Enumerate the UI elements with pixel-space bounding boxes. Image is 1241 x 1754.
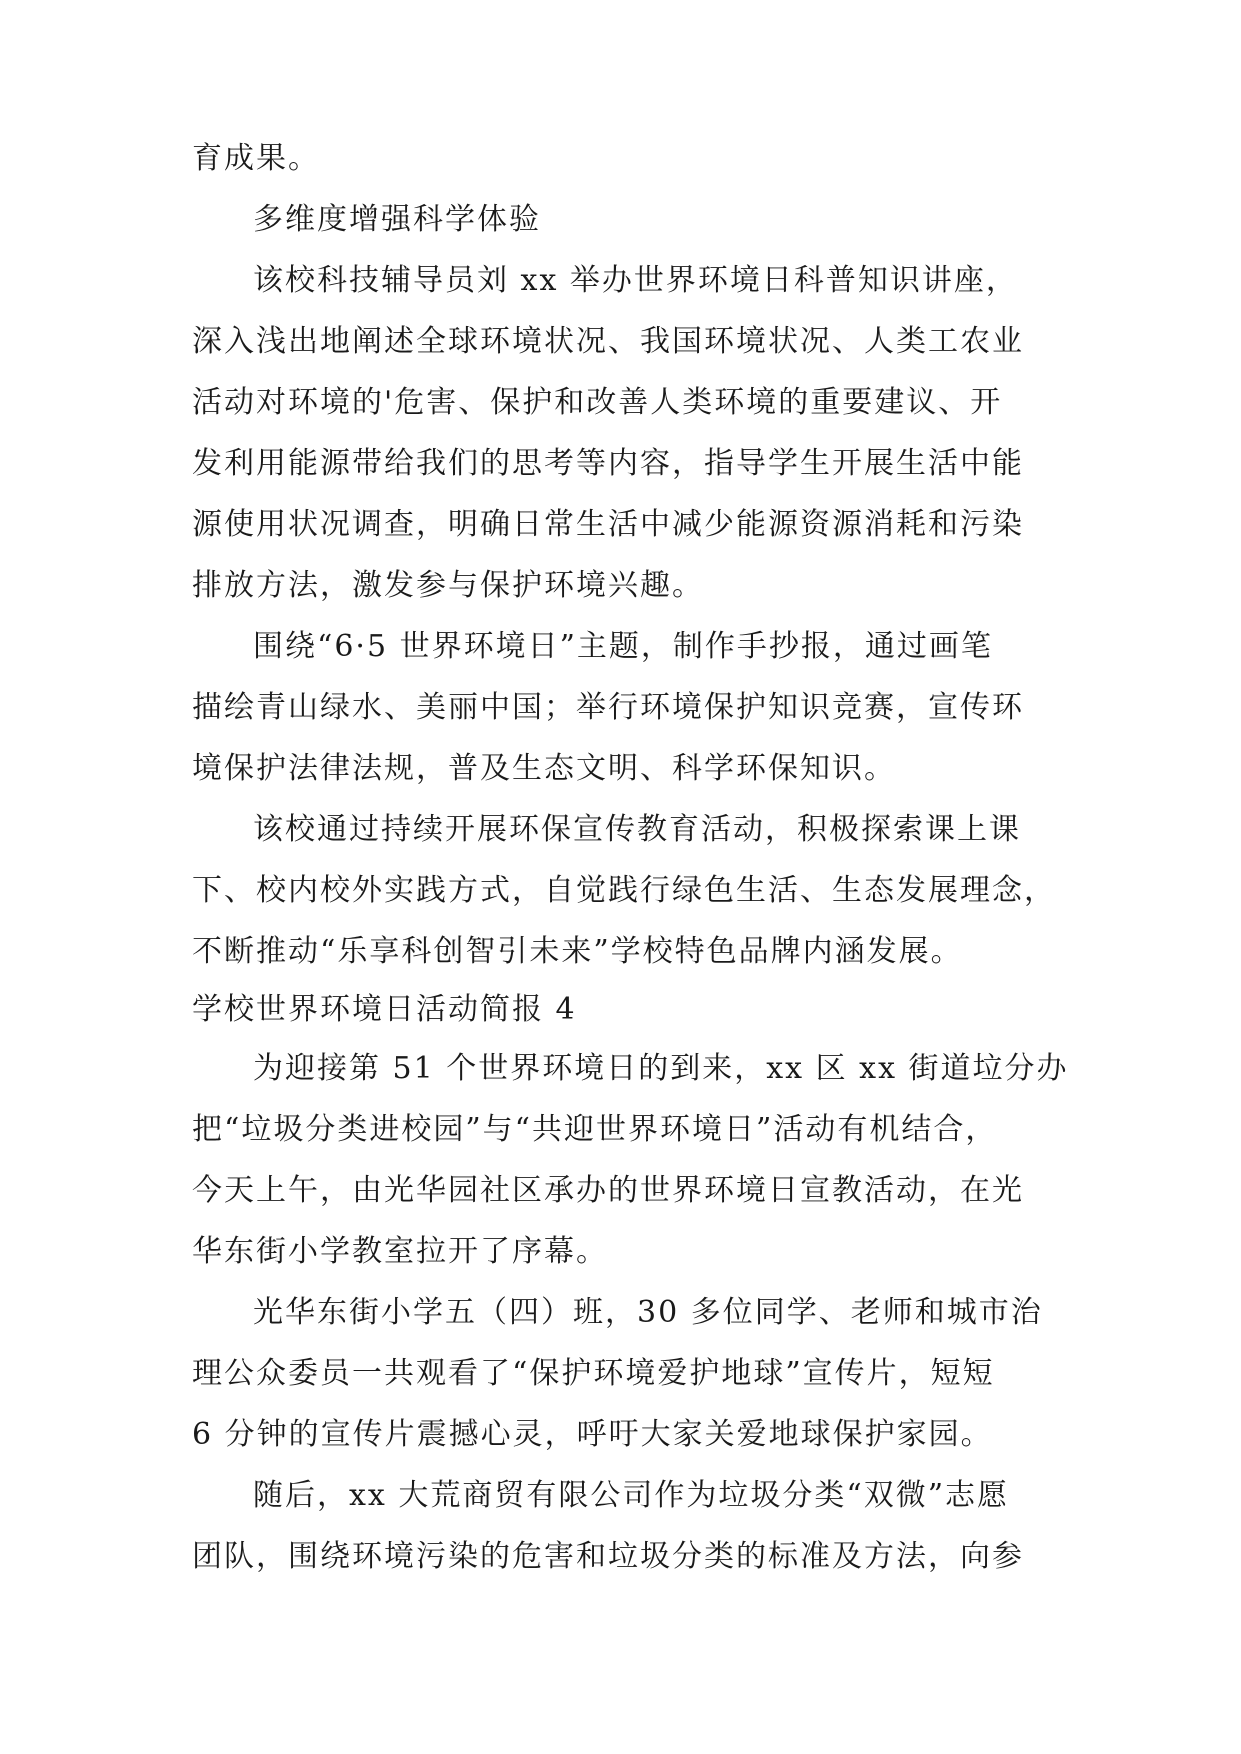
text-line: 围绕“6·5 世界环境日”主题，制作手抄报，通过画笔 (253, 629, 993, 664)
text-line: 华东街小学教室拉开了序幕。 (192, 1234, 608, 1269)
text-line: 不断推动“乐享科创智引未来”学校特色品牌内涵发展。 (192, 934, 963, 969)
text-line: 团队，围绕环境污染的危害和垃圾分类的标准及方法，向参 (192, 1539, 1024, 1574)
text-line: 育成果。 (192, 141, 320, 176)
text-line: 光华东街小学五（四）班，30 多位同学、老师和城市治 (253, 1295, 1043, 1330)
text-line: 境保护法律法规，普及生态文明、科学环保知识。 (192, 751, 896, 786)
text-line: 下、校内校外实践方式，自觉践行绿色生活、生态发展理念， (192, 873, 1056, 908)
text-line: 6 分钟的宣传片震撼心灵，呼吁大家关爱地球保护家园。 (192, 1417, 993, 1452)
text-line: 把“垃圾分类进校园”与“共迎世界环境日”活动有机结合， (192, 1112, 998, 1147)
text-line: 描绘青山绿水、美丽中国；举行环境保护知识竞赛，宣传环 (192, 690, 1024, 725)
text-line: 活动对环境的'危害、保护和改善人类环境的重要建议、开 (192, 385, 1003, 420)
text-line: 今天上午，由光华园社区承办的世界环境日宣教活动，在光 (192, 1173, 1024, 1208)
section-heading: 多维度增强科学体验 (253, 202, 541, 237)
text-line: 发利用能源带给我们的思考等内容，指导学生开展生活中能 (192, 446, 1024, 481)
text-line: 随后，xx 大荒商贸有限公司作为垃圾分类“双微”志愿 (253, 1478, 1010, 1513)
text-line: 为迎接第 51 个世界环境日的到来，xx 区 xx 街道垃分办 (253, 1051, 1069, 1086)
text-line: 源使用状况调查，明确日常生活中减少能源资源消耗和污染 (192, 507, 1024, 542)
text-line: 排放方法，激发参与保护环境兴趣。 (192, 568, 704, 603)
section-title: 学校世界环境日活动简报 4 (192, 992, 577, 1027)
text-line: 该校通过持续开展环保宣传教育活动，积极探索课上课 (253, 812, 1021, 847)
text-line: 深入浅出地阐述全球环境状况、我国环境状况、人类工农业 (192, 324, 1024, 359)
text-line: 理公众委员一共观看了“保护环境爱护地球”宣传片，短短 (192, 1356, 995, 1391)
text-line: 该校科技辅导员刘 xx 举办世界环境日科普知识讲座， (253, 263, 1018, 298)
